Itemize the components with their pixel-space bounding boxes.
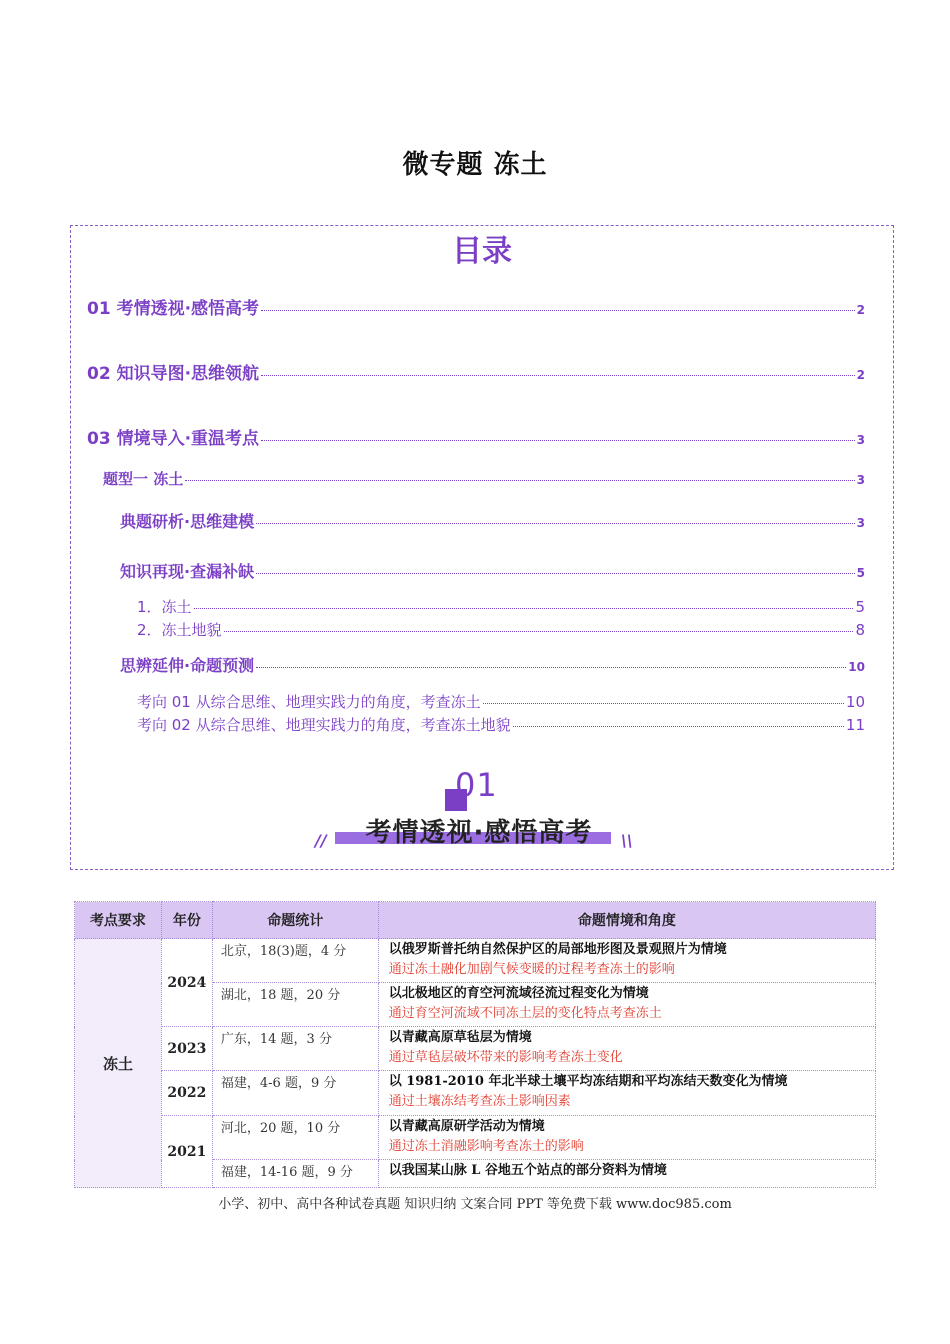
stat-cell: 河北，20 题，10 分 (212, 1116, 378, 1160)
year-cell: 2024 (161, 939, 212, 1027)
toc-entry[interactable]: 思辨延伸·命题预测 10 (120, 656, 865, 675)
year-cell: 2021 (161, 1116, 212, 1188)
table-header-row (75, 902, 876, 939)
stat-cell: 广东，14 题，3 分 (212, 1027, 378, 1071)
toc-entry[interactable]: 2．冻土地貌 8 (137, 621, 865, 639)
context-cell (378, 1116, 875, 1160)
angle-text: 通过冻土消融影响考查冻土的影响 (388, 1139, 584, 1154)
context-text: 以北极地区的育空河流域径流过程变化为情境 (388, 986, 649, 1001)
toc-entry[interactable]: 题型一 冻土 3 (103, 470, 865, 488)
section-number: 01 (455, 766, 498, 804)
stat-cell: 湖北，18 题，20 分 (212, 983, 378, 1027)
angle-text: 通过土壤冻结考查冻土影响因素 (388, 1094, 571, 1109)
page-footer: 小学、初中、高中各种试卷真题 知识归纳 文案合同 PPT 等免费下载 www.doc985.com (218, 1197, 732, 1212)
table-of-contents (70, 225, 894, 870)
angle-text: 通过育空河流域不同冻土层的变化特点考查冻土 (388, 1006, 662, 1021)
context-text: 以 1981-2010 年北半球土壤平均冻结期和平均冻结天数变化为情境 (388, 1074, 788, 1089)
context-cell (378, 1027, 875, 1071)
category-cell: 冻土 (75, 939, 162, 1188)
context-cell (378, 1071, 875, 1116)
section-title: 考情透视·感悟高考 (365, 818, 593, 848)
context-cell (378, 983, 875, 1027)
context-text: 以我国某山脉 L 谷地五个站点的部分资料为情境 (388, 1163, 667, 1178)
toc-entry[interactable]: 典题研析·思维建模 3 (120, 512, 865, 531)
page-title: 微专题 冻土 (402, 150, 548, 180)
stat-cell: 福建，14-16 题，9 分 (212, 1160, 378, 1188)
year-cell: 2023 (161, 1027, 212, 1071)
context-text: 以俄罗斯普托纳自然保护区的局部地形图及景观照片为情境 (388, 942, 727, 957)
toc-entry[interactable]: 知识再现·查漏补缺 5 (120, 562, 865, 581)
toc-entry[interactable]: 考向 02 从综合思维、地理实践力的角度，考查冻土地貌 11 (137, 716, 865, 734)
header-cell: 命题统计 (212, 902, 378, 939)
toc-entry[interactable]: 02 知识导图·思维领航 2 (87, 364, 865, 384)
header-cell: 年份 (161, 902, 212, 939)
toc-entry[interactable]: 01 考情透视·感悟高考 2 (87, 299, 865, 319)
context-text: 以青藏高原草毡层为情境 (388, 1030, 532, 1045)
header-cell: 命题情境和角度 (378, 902, 875, 939)
toc-entry[interactable]: 1．冻土 5 (137, 598, 865, 616)
angle-text: 通过冻土融化加剧气候变暖的过程考查冻土的影响 (388, 962, 675, 977)
exam-statistics-table (74, 901, 876, 1188)
toc-entry[interactable]: 03 情境导入·重温考点 3 (87, 429, 865, 449)
year-cell: 2022 (161, 1071, 212, 1116)
context-text: 以青藏高原研学活动为情境 (388, 1119, 545, 1134)
stat-cell: 福建，4-6 题，9 分 (212, 1071, 378, 1116)
table-row (75, 1027, 876, 1071)
stat-cell: 北京，18(3)题，4 分 (212, 939, 378, 983)
slash-decoration-right: \\ (621, 831, 633, 850)
toc-heading: 目录 (452, 234, 512, 269)
table-row (75, 1116, 876, 1160)
context-cell (378, 1160, 875, 1188)
header-cell: 考点要求 (75, 902, 162, 939)
angle-text: 通过草毡层破坏带来的影响考查冻土变化 (388, 1050, 623, 1065)
context-cell (378, 939, 875, 983)
toc-entry[interactable]: 考向 01 从综合思维、地理实践力的角度，考查冻土 10 (137, 693, 865, 711)
table-row (75, 1071, 876, 1116)
slash-decoration-left: // (315, 831, 327, 850)
table-row (75, 939, 876, 983)
